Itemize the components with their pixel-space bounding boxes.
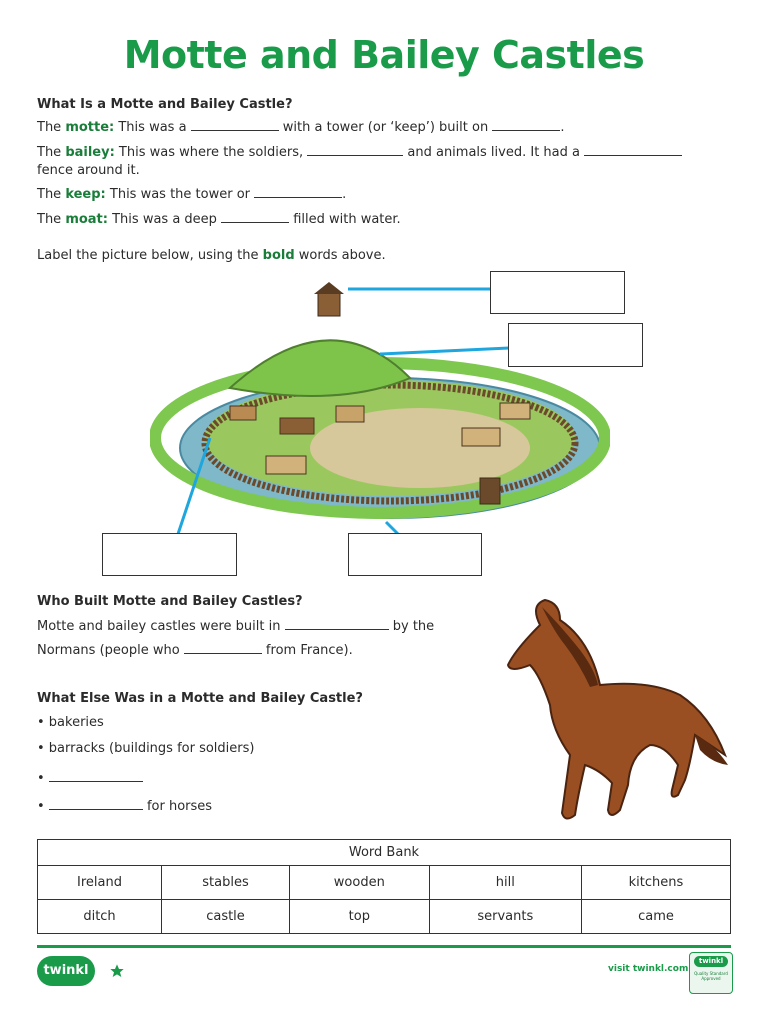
badge-logo: twinkl: [694, 956, 728, 967]
word-bank-cell: Ireland: [38, 866, 162, 900]
word-bank-table: [37, 839, 731, 934]
twinkl-url[interactable]: visit twinkl.com: [608, 964, 689, 974]
normans-line: Normans (people who from France).: [37, 643, 353, 658]
list-item: •: [37, 769, 143, 786]
blank-field[interactable]: [584, 143, 682, 156]
word-bank-cell: came: [581, 900, 730, 934]
word-bank-cell: top: [289, 900, 429, 934]
badge-text: Quality Standard Approved: [694, 971, 728, 981]
word-bank-cell: servants: [429, 900, 581, 934]
twinkl-logo[interactable]: [37, 956, 95, 986]
label-box-keep[interactable]: [490, 271, 625, 314]
twinkl-logo-text: twinkl: [43, 963, 89, 978]
label-box-motte[interactable]: [508, 323, 643, 367]
page-title: Motte and Bailey Castles: [123, 33, 645, 77]
blank-field[interactable]: [191, 118, 279, 131]
blank-field[interactable]: [254, 185, 342, 198]
blank-field[interactable]: [49, 769, 143, 782]
word-bank-title: Word Bank: [38, 840, 731, 866]
list-item: • for horses: [37, 799, 213, 814]
bailey-line: The bailey: This was where the soldiers, and animals lived. It had a: [37, 143, 682, 163]
blank-field[interactable]: [49, 797, 143, 810]
word-bank-cell: wooden: [289, 866, 429, 900]
word-bank-cell: kitchens: [581, 866, 730, 900]
keep-line: The keep: This was the tower or .: [37, 187, 347, 202]
motte-line: The motte: This was a with a tower (or ‘keep’) built on .: [37, 120, 565, 135]
section1-heading: What Is a Motte and Bailey Castle?: [37, 97, 293, 112]
section3-heading: What Else Was in a Motte and Bailey Castle?: [37, 691, 363, 706]
list-item: • barracks (buildings for soldiers): [37, 741, 255, 756]
blank-field[interactable]: [285, 617, 389, 630]
footer-divider: [37, 945, 731, 948]
label-box-moat[interactable]: [348, 533, 482, 576]
moat-line: The moat: This was a deep filled with water.: [37, 212, 401, 227]
label-box-bailey[interactable]: [102, 533, 237, 576]
word-bank-cell: castle: [162, 900, 290, 934]
word-bank-cell: ditch: [38, 900, 162, 934]
horse-illustration: [500, 595, 730, 825]
castle-illustration: [150, 278, 610, 538]
blank-field[interactable]: [492, 118, 560, 131]
blank-field[interactable]: [221, 210, 289, 223]
word-bank-cell: stables: [162, 866, 290, 900]
section2-heading: Who Built Motte and Bailey Castles?: [37, 594, 303, 609]
label-instruction: Label the picture below, using the bold words above.: [37, 248, 386, 263]
built-line: Motte and bailey castles were built in by the: [37, 619, 435, 634]
bailey-line-cont: fence around it.: [37, 163, 140, 178]
star-icon: [109, 963, 125, 979]
quality-badge: [689, 952, 733, 994]
blank-field[interactable]: [184, 641, 262, 654]
word-bank-cell: hill: [429, 866, 581, 900]
list-item: • bakeries: [37, 715, 104, 730]
blank-field[interactable]: [307, 143, 403, 156]
